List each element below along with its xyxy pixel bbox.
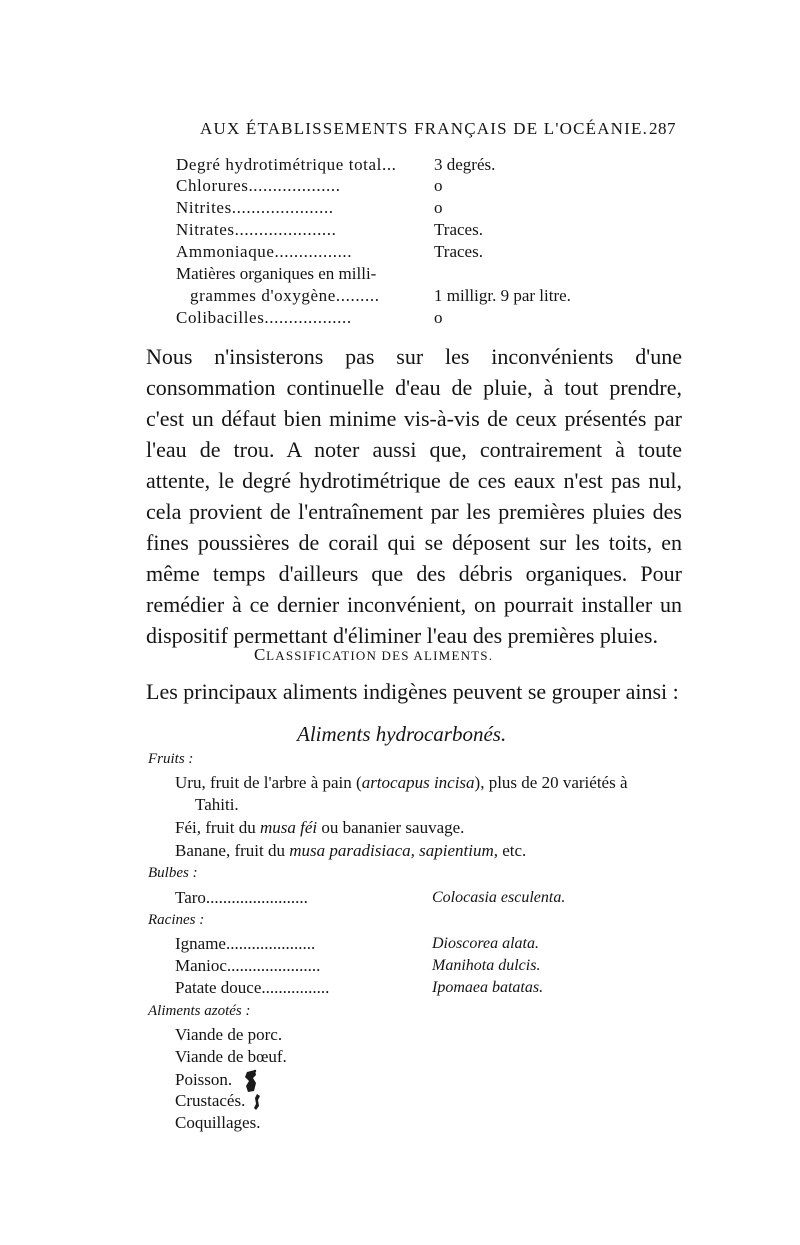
running-header: AUX ÉTABLISSEMENTS FRANÇAIS DE L'OCÉANIE.: [200, 119, 649, 138]
list-item: Taro........................: [175, 888, 308, 907]
analysis-label: Chlorures...................: [176, 176, 341, 195]
analysis-label: Nitrites.....................: [176, 198, 334, 217]
analysis-value: Traces.: [434, 220, 483, 239]
list-item: Viande de porc.: [175, 1025, 283, 1044]
list-item: [175, 1091, 262, 1112]
analysis-value: Traces.: [434, 242, 483, 261]
analysis-label: Degré hydrotimétrique total...: [176, 155, 397, 174]
scientific-name: Manihota dulcis.: [432, 957, 541, 974]
list-item: [175, 1069, 258, 1093]
section-intro: Les principaux aliments indigènes peuvent se grouper ainsi :: [146, 679, 679, 704]
item-text: Uru, fruit de l'arbre à pain (: [175, 773, 362, 792]
list-item: Coquillages.: [175, 1113, 261, 1132]
section-title: [254, 645, 493, 665]
analysis-label: Ammoniaque................: [176, 242, 353, 261]
ink-blot-icon: [244, 1069, 258, 1093]
scientific-name: Colocasia esculenta.: [432, 889, 566, 906]
ink-mark-icon: [252, 1092, 262, 1112]
section-title-rest: LASSIFICATION DES ALIMENTS.: [266, 648, 494, 663]
list-item-continuation: Tahiti.: [195, 795, 239, 814]
analysis-value: o: [434, 308, 443, 327]
scientific-name: artocapus incisa: [361, 773, 475, 792]
scientific-name: musa féi: [260, 818, 318, 837]
item-text: Banane, fruit du: [175, 841, 290, 860]
scientific-name: musa paradisiaca, sapientium,: [289, 841, 498, 860]
list-item: Patate douce................: [175, 978, 330, 997]
item-text: etc.: [497, 841, 527, 860]
category-heading: Racines :: [148, 912, 205, 928]
analysis-label: Nitrates.....................: [176, 220, 337, 239]
item-text: ), plus de 20 variétés à: [474, 773, 628, 792]
section-title-initial: C: [254, 645, 267, 664]
category-heading: Fruits :: [148, 751, 194, 767]
analysis-label: Matières organiques en milli-: [176, 264, 377, 283]
list-item: Viande de bœuf.: [175, 1047, 287, 1066]
item-text: Poisson.: [175, 1069, 233, 1089]
list-item: [175, 841, 526, 861]
list-item: Manioc......................: [175, 956, 321, 975]
scientific-name: Dioscorea alata.: [432, 935, 539, 952]
item-text: ou bananier sauvage.: [317, 818, 465, 837]
analysis-value: o: [434, 198, 443, 217]
analysis-label: grammes d'oxygène.........: [190, 286, 380, 305]
list-item: Igname.....................: [175, 934, 316, 953]
analysis-label: Colibacilles..................: [176, 308, 352, 327]
body-paragraph: Nous n'insisterons pas sur les inconvénients d'une consommation continuelle d'eau de pluie, à tout prendre, c'est un défaut bien minime vis-à-vis de ceux présentés par l'eau de trou. A noter aussi que, contrairement à toute attente, le degré hydrotimétrique de ces eaux n'est pas nul, cela provient de l'entraînement par les premières pluies des fines poussières de corail qui se déposent sur les toits, en même temps d'ailleurs que des débris organiques. Pour remédier à ce dernier inconvénient, on pourrait installer un dispositif permettant d'éliminer l'eau des premières pluies.: [146, 344, 682, 648]
list-item: [175, 773, 628, 793]
item-text: Féi, fruit du: [175, 818, 260, 837]
category-heading: Aliments azotés :: [148, 1003, 251, 1019]
scientific-name: Ipomaea batatas.: [432, 979, 544, 996]
item-text: Crustacés.: [175, 1091, 246, 1110]
analysis-value: o: [434, 176, 443, 195]
analysis-value: 1 milligr. 9 par litre.: [434, 286, 571, 305]
analysis-value: 3 degrés.: [434, 155, 496, 174]
page-number: 287: [649, 119, 676, 138]
category-heading: Bulbes :: [148, 865, 198, 881]
subheading: Aliments hydrocarbonés.: [297, 722, 507, 746]
list-item: [175, 818, 464, 838]
